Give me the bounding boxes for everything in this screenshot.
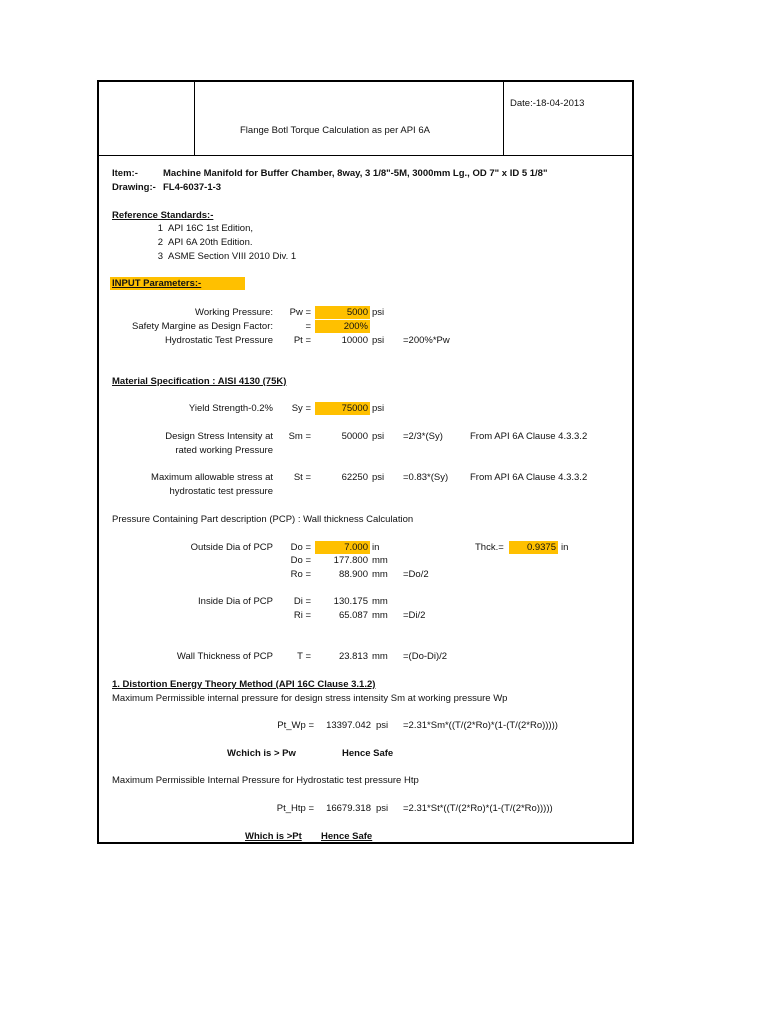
safety-margin-symbol: =	[305, 321, 311, 332]
calculation-sheet	[97, 80, 634, 844]
wall-thickness-symbol: T =	[297, 651, 311, 662]
distortion-heading: 1. Distortion Energy Theory Method (API 16C Clause 3.1.2)	[112, 679, 376, 690]
reference-item: API 6A 20th Edition.	[168, 237, 253, 248]
working-pressure-value: 5000	[346, 307, 368, 318]
max-stress-label: Maximum allowable stress at	[151, 472, 273, 483]
wall-thickness-formula: =(Do-Di)/2	[403, 651, 448, 662]
pt-wp-symbol: Pt_Wp =	[277, 720, 314, 731]
inside-radius-unit: mm	[372, 610, 388, 621]
header-divider	[194, 82, 195, 156]
sheet-date: Date:-18-04-2013	[510, 98, 585, 109]
max-stress-formula: =0.83*(Sy)	[403, 472, 449, 483]
pt-wp-formula: =2.31*Sm*((T/(2*Ro)*(1-(T/(2*Ro)))))	[403, 720, 558, 731]
safety-margin-value: 200%	[343, 321, 368, 332]
working-pressure-label: Working Pressure:	[195, 307, 273, 318]
max-stress-label-line2: hydrostatic test pressure	[169, 486, 273, 497]
item-label: Item:-	[112, 168, 138, 179]
input-heading: INPUT Parameters:-	[112, 278, 202, 289]
wall-thickness-unit: mm	[372, 651, 388, 662]
design-stress-symbol: Sm =	[288, 431, 311, 442]
max-stress-reference: From API 6A Clause 4.3.3.2	[470, 472, 588, 483]
item-value: Machine Manifold for Buffer Chamber, 8way, 3 1/8"-5M, 3000mm Lg., OD 7" x ID 5 1/8"	[163, 168, 548, 179]
outside-dia-value: 7.000	[344, 542, 368, 553]
drawing-label: Drawing:-	[112, 182, 156, 193]
result-htp-safe: Hence Safe	[321, 831, 373, 842]
inside-dia-label: Inside Dia of PCP	[198, 596, 273, 607]
pt-htp-symbol: Pt_Htp =	[276, 803, 314, 814]
references-heading: Reference Standards:-	[112, 210, 214, 221]
test-pressure-symbol: Pt =	[293, 335, 311, 346]
thickness-label: Thck.=	[475, 542, 504, 553]
reference-item: ASME Section VIII 2010 Div. 1	[168, 251, 297, 262]
pcp-heading: Pressure Containing Part description (PCP) : Wall thickness Calculation	[112, 514, 414, 525]
design-stress-reference: From API 6A Clause 4.3.3.2	[470, 431, 588, 442]
working-pressure-unit: psi	[372, 307, 385, 318]
test-pressure-label: Hydrostatic Test Pressure	[164, 335, 273, 346]
pt-wp-unit: psi	[376, 720, 389, 731]
material-heading: Material Specification : AISI 4130 (75K)	[112, 376, 287, 387]
design-stress-label: Design Stress Intensity at	[165, 431, 273, 442]
yield-strength-value: 75000	[341, 403, 368, 414]
reference-number: 2	[157, 237, 163, 248]
max-stress-symbol: St =	[293, 472, 311, 483]
safety-margin-label: Safety Margine as Design Factor:	[132, 321, 273, 332]
outside-radius-unit: mm	[372, 569, 388, 580]
wall-thickness-label: Wall Thickness of PCP	[176, 651, 273, 662]
pt-htp-formula: =2.31*St*((T/(2*Ro)*(1-(T/(2*Ro)))))	[403, 803, 553, 814]
thickness-value: 0.9375	[526, 542, 556, 553]
inside-radius-formula: =Di/2	[403, 610, 426, 621]
pt-htp-unit: psi	[376, 803, 389, 814]
max-stress-unit: psi	[372, 472, 385, 483]
test-pressure-value: 10000	[341, 335, 368, 346]
test-pressure-formula: =200%*Pw	[403, 335, 450, 346]
design-stress-formula: =2/3*(Sy)	[403, 431, 443, 442]
reference-number: 3	[157, 251, 163, 262]
reference-item: API 16C 1st Edition,	[168, 223, 254, 234]
outside-dia-unit: in	[372, 542, 380, 553]
design-stress-label-line2: rated working Pressure	[175, 445, 273, 456]
design-stress-value: 50000	[341, 431, 368, 442]
result-htp-comparison: Which is >Pt	[245, 831, 302, 842]
outside-radius-formula: =Do/2	[403, 569, 429, 580]
outside-dia-mm-value: 177.800	[333, 555, 368, 566]
yield-strength-unit: psi	[372, 403, 385, 414]
header-divider	[503, 82, 504, 156]
yield-strength-symbol: Sy =	[291, 403, 311, 414]
inside-radius-symbol: Ri =	[293, 610, 311, 621]
distortion-description-wp: Maximum Permissible internal pressure for design stress intensity Sm at working pressure Wp	[112, 693, 508, 704]
inside-dia-symbol: Di =	[293, 596, 311, 607]
design-stress-unit: psi	[372, 431, 385, 442]
inside-dia-value: 130.175	[333, 596, 368, 607]
header-block	[99, 82, 632, 156]
drawing-value: FL4-6037-1-3	[163, 182, 222, 193]
test-pressure-unit: psi	[372, 335, 385, 346]
pt-wp-value: 13397.042	[326, 720, 371, 731]
yield-strength-label: Yield Strength-0.2%	[188, 403, 273, 414]
reference-number: 1	[157, 223, 163, 234]
max-stress-value: 62250	[341, 472, 368, 483]
wall-thickness-value: 23.813	[338, 651, 368, 662]
inside-radius-value: 65.087	[338, 610, 368, 621]
result-wp-safe: Hence Safe	[342, 748, 394, 759]
outside-dia-symbol: Do =	[290, 542, 311, 553]
inside-dia-unit: mm	[372, 596, 388, 607]
result-wp-comparison: Wchich is > Pw	[227, 748, 296, 759]
outside-dia-mm-unit: mm	[372, 555, 388, 566]
outside-radius-value: 88.900	[338, 569, 368, 580]
distortion-description-htp: Maximum Permissible Internal Pressure for Hydrostatic test pressure Htp	[112, 775, 419, 786]
sheet-title: Flange Botl Torque Calculation as per API 6A	[240, 125, 430, 136]
thickness-unit: in	[561, 542, 569, 553]
outside-dia-label: Outside Dia of PCP	[190, 542, 273, 553]
pt-htp-value: 16679.318	[326, 803, 371, 814]
outside-radius-symbol: Ro =	[290, 569, 311, 580]
working-pressure-symbol: Pw =	[289, 307, 311, 318]
outside-dia-mm-symbol: Do =	[290, 555, 311, 566]
